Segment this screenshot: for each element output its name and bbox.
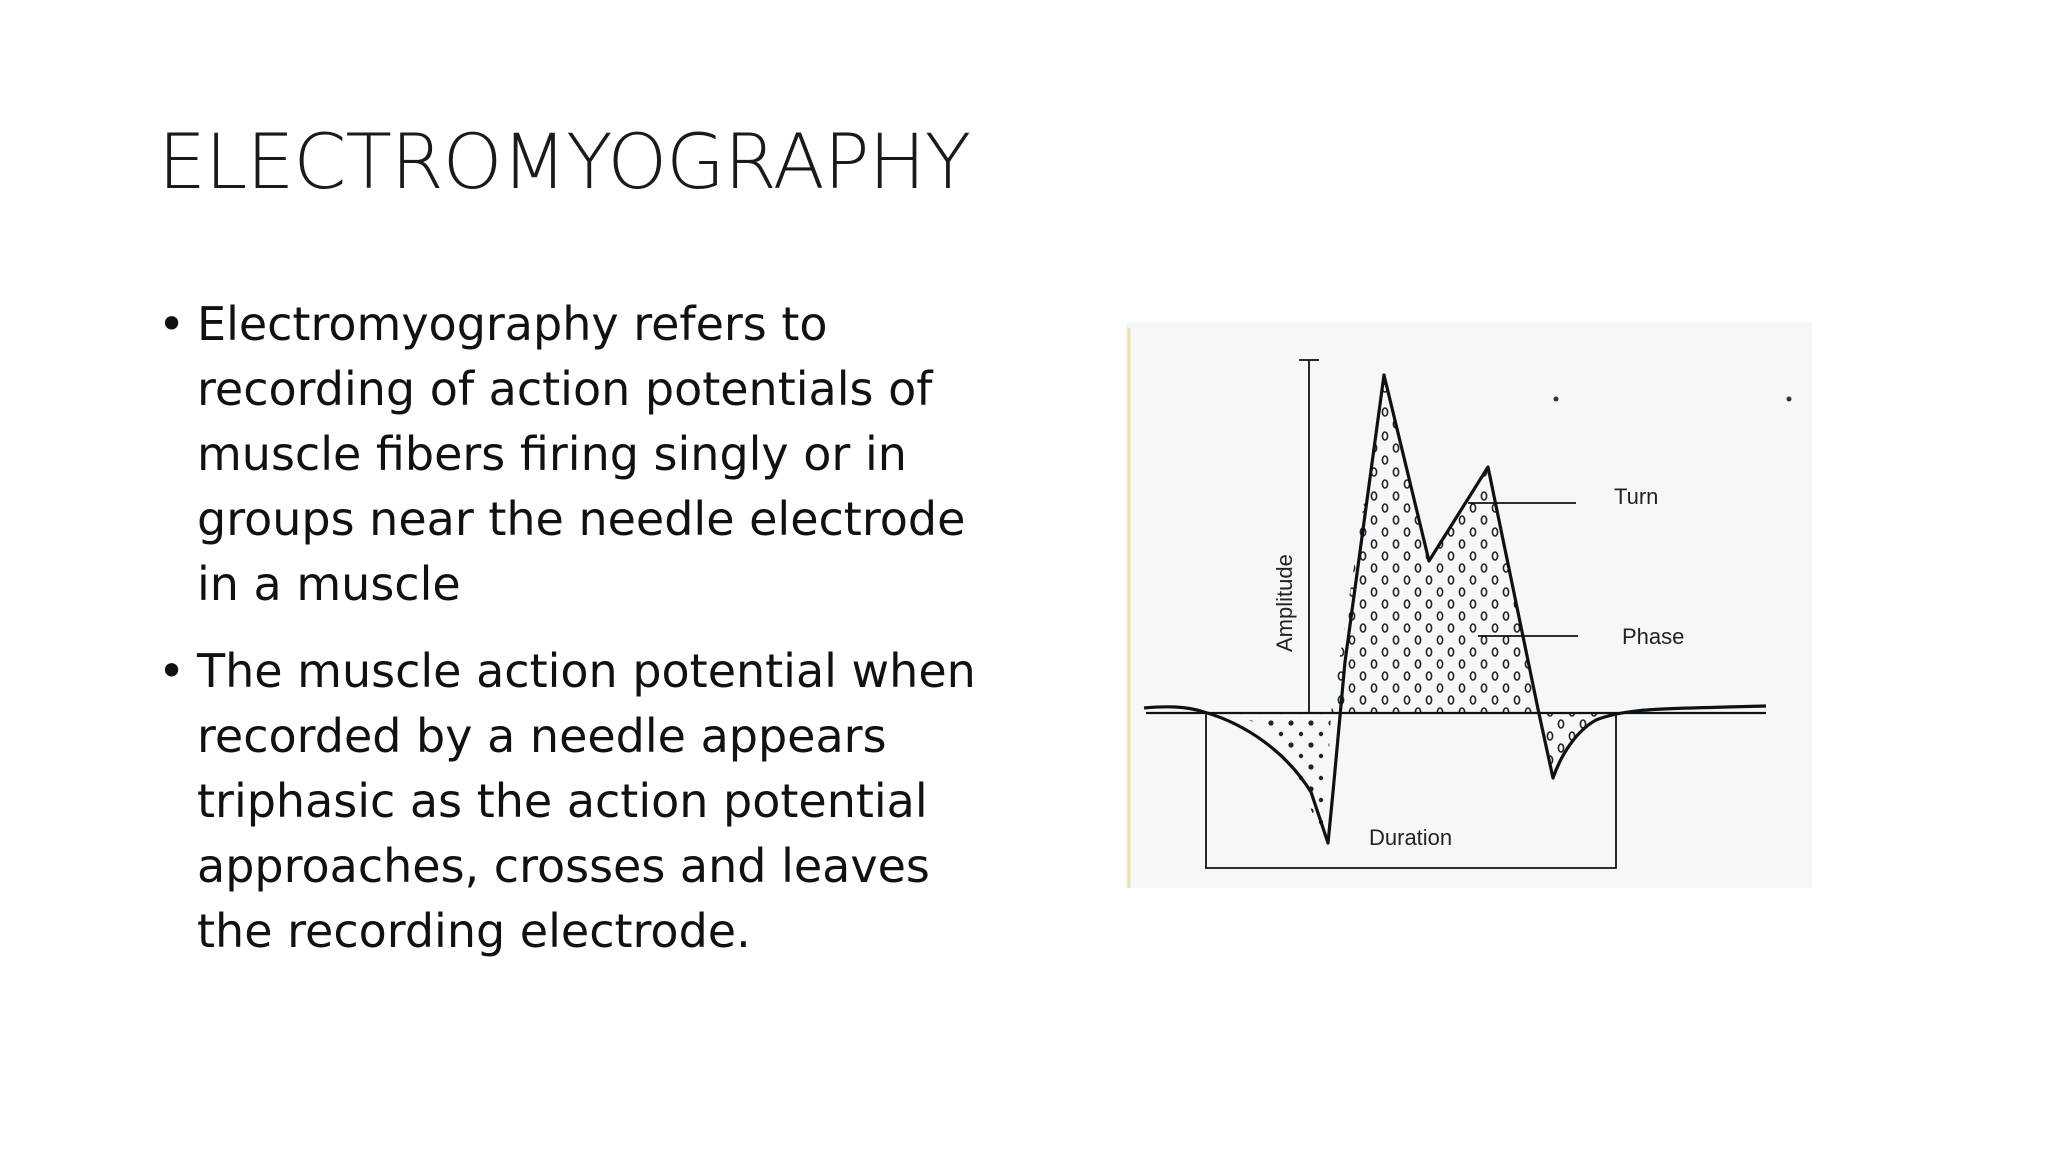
bullet-text: The muscle action potential when recorded by a needle appears triphasic as the action potential approaches, crosses and leaves the recording electrode. [197,644,976,958]
turn-label: Turn [1614,484,1659,509]
emg-waveform-diagram [1126,322,1812,888]
bullet-marker: • [158,644,186,698]
stray-dot [1554,397,1559,402]
bullet-marker: • [158,297,186,351]
duration-label: Duration [1369,825,1453,850]
bullet-item-2 [158,639,978,964]
amplitude-label: Amplitude [1272,554,1297,652]
bullet-text: Electromyography refers to recording of action potentials of muscle fibers firing singly or in groups near the needle electrode in a muscle [197,297,966,611]
emg-waveform-figure [1126,322,1812,888]
bullet-item-1 [158,292,978,617]
phase-label: Phase [1622,624,1685,649]
negative-phase-fill [1204,713,1331,842]
stray-dot [1787,397,1792,402]
slide-title: ELECTROMYOGRAPHY [158,117,971,206]
bullet-list [158,292,978,986]
